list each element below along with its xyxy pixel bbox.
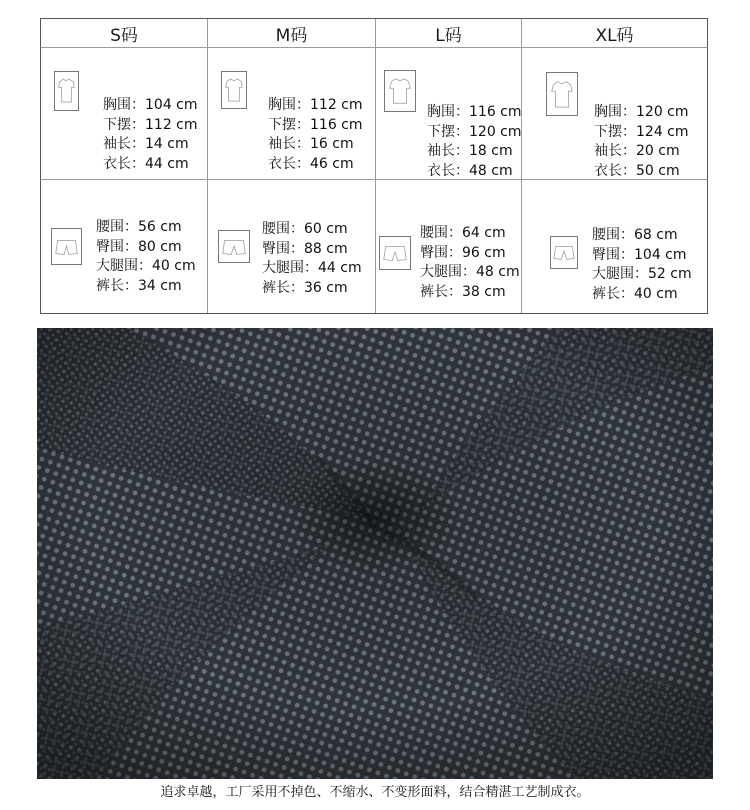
spec-line: 袖长：16 cm xyxy=(268,136,354,152)
spec-line: 臀围：80 cm xyxy=(96,238,182,255)
shorts-icon xyxy=(218,230,250,263)
spec-line: 大腿围：40 cm xyxy=(96,258,196,274)
top-specs xyxy=(268,96,363,174)
mesh-fabric-photo xyxy=(37,328,713,779)
tshirt-icon xyxy=(546,72,578,116)
shorts-icon xyxy=(550,236,578,269)
spec-line: 腰围：68 cm xyxy=(592,227,678,243)
shorts-icon xyxy=(379,236,411,270)
spec-line: 胸围：104 cm xyxy=(103,97,198,113)
top-cell-xl xyxy=(521,48,708,180)
spec-line: 袖长：20 cm xyxy=(594,143,680,159)
tshirt-icon xyxy=(384,70,416,112)
spec-line: 衣长：46 cm xyxy=(268,155,354,172)
top-specs xyxy=(594,103,689,181)
spec-line: 袖长：18 cm xyxy=(427,143,513,159)
bottom-specs xyxy=(262,220,362,298)
top-cell-l xyxy=(375,48,521,180)
tshirt-icon xyxy=(54,71,79,111)
spec-line: 胸围：116 cm xyxy=(427,104,522,120)
size-chart-table xyxy=(40,18,708,314)
tshirt-icon xyxy=(221,71,247,109)
spec-line: 大腿围：44 cm xyxy=(262,260,362,276)
spec-line: 腰围：56 cm xyxy=(96,219,182,235)
size-header-m: M码 xyxy=(207,19,375,48)
bottom-cell-l xyxy=(375,180,521,313)
bottom-cell-s xyxy=(40,180,207,313)
spec-line: 袖长：14 cm xyxy=(103,136,189,152)
size-header-s: S码 xyxy=(40,19,207,48)
spec-line: 下摆：116 cm xyxy=(268,116,363,133)
bottom-cell-xl xyxy=(521,180,708,313)
top-specs xyxy=(427,103,522,181)
spec-line: 下摆：124 cm xyxy=(594,123,689,140)
spec-line: 腰围：64 cm xyxy=(420,225,506,241)
spec-line: 大腿围：48 cm xyxy=(420,264,520,280)
caption-text: 追求卓越，工厂采用不掉色、不缩水、不变形面料，结合精湛工艺制成衣。 xyxy=(160,785,590,800)
top-cell-m xyxy=(207,48,375,180)
bottom-specs xyxy=(96,218,196,296)
bottom-specs xyxy=(592,226,692,304)
bottom-cell-m xyxy=(207,180,375,313)
shorts-icon xyxy=(51,228,82,265)
spec-line: 胸围：112 cm xyxy=(268,97,363,113)
size-header-xl: XL码 xyxy=(521,19,708,48)
top-specs xyxy=(103,96,198,174)
spec-line: 下摆：120 cm xyxy=(427,123,522,140)
spec-line: 裤长：36 cm xyxy=(262,279,348,296)
top-cell-s xyxy=(40,48,207,180)
spec-line: 臀围：96 cm xyxy=(420,244,506,261)
spec-line: 裤长：40 cm xyxy=(592,285,678,302)
spec-line: 大腿围：52 cm xyxy=(592,266,692,282)
spec-line: 臀围：104 cm xyxy=(592,246,687,263)
spec-line: 衣长：48 cm xyxy=(427,162,513,179)
spec-line: 衣长：44 cm xyxy=(103,155,189,172)
bottom-specs xyxy=(420,224,520,302)
spec-line: 臀围：88 cm xyxy=(262,240,348,257)
spec-line: 裤长：34 cm xyxy=(96,277,182,294)
spec-line: 衣长：50 cm xyxy=(594,162,680,179)
spec-line: 裤长：38 cm xyxy=(420,283,506,300)
spec-line: 腰围：60 cm xyxy=(262,221,348,237)
size-header-l: L码 xyxy=(375,19,521,48)
spec-line: 下摆：112 cm xyxy=(103,116,198,133)
spec-line: 胸围：120 cm xyxy=(594,104,689,120)
